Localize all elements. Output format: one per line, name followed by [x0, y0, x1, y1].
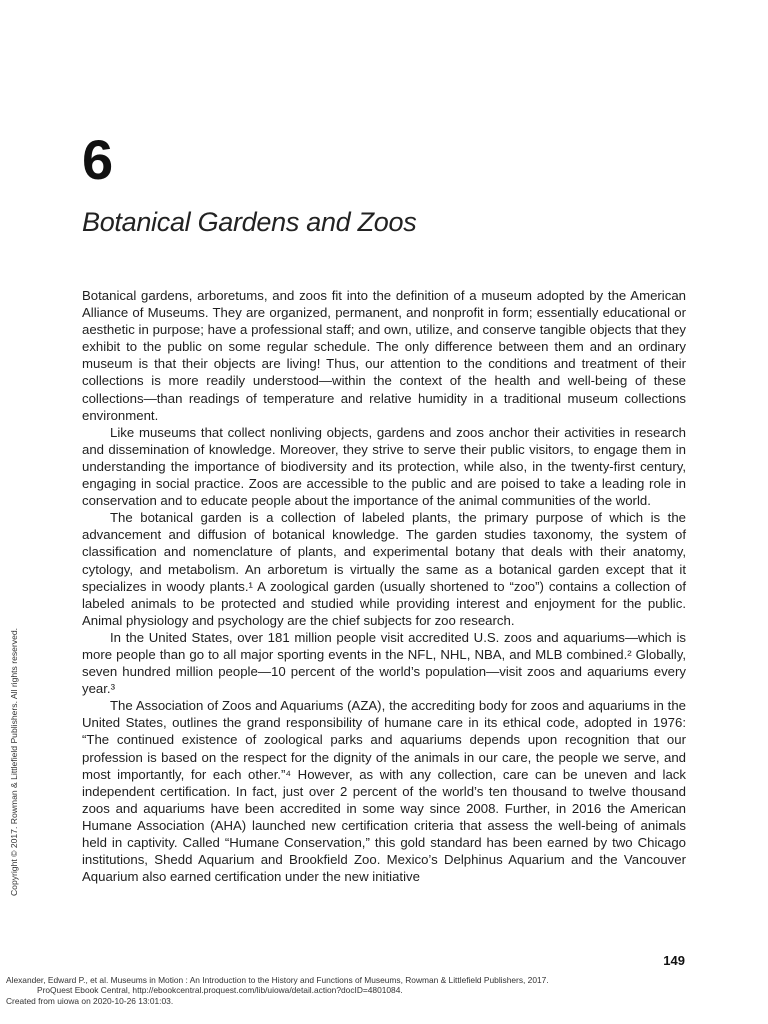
paragraph-1: Botanical gardens, arboretums, and zoos fit into the definition of a museum adopted by the American Alliance of Museums. They are organized, permanent, and nonprofit in form; essentially educational or aesthetic in purpose; have a professional staff; and own, utilize, and conserve tangible objects that they exhibit to the public on some regular schedule. The only difference between them and an ordinary museum is that their objects are living! Thus, our attention to the conditions and treatment of their collections is more readily understood—within the context of the health and well-being of these collections—than readings of temperature and relative humidity in a traditional museum collections environment. [82, 288, 686, 423]
paragraph-2: Like museums that collect nonliving objects, gardens and zoos anchor their activities in research and dissemination of knowledge. Moreover, they strive to serve their public visitors, to engage them in understanding the importance of biodiversity and its protection, while also, in the twenty-first century, engaging in social practice. Zoos are accessible to the public and are poised to take a leading role in conservation and to educate people about the importance of the animal communities of the world. [82, 424, 686, 509]
page-number: 149 [663, 953, 685, 968]
footer-source-link[interactable]: ProQuest Ebook Central, http://ebookcentral.proquest.com/lib/uiowa/detail.action?docID=4801084. [37, 985, 403, 996]
footer-created: Created from uiowa on 2020-10-26 13:01:03. [6, 995, 174, 1006]
body-text [82, 287, 686, 885]
paragraph-5: The Association of Zoos and Aquariums (AZA), the accrediting body for zoos and aquariums in the United States, outlines the grand responsibility of humane care in its ethical code, adopted in 1976: “The continued existence of zoological parks and aquariums depends upon recognition that our profession is based on the respect for the dignity of the animals in our care, the people we serve, and most importantly, for each other.”⁴ However, as with any collection, care can be uneven and lack independent certification. In fact, just over 2 percent of the world’s ten thousand to twelve thousand zoos and aquariums have been accredited in some way since 2008. Further, in 2016 the American Humane Association (AHA) launched new certification criteria that assess the well-being of animals held in captivity. Called “Humane Conservation,” this gold standard has been earned by two Chicago institutions, Shedd Aquarium and Brookfield Zoo. Mexico’s Delphinus Aquarium and the Vancouver Aquarium also earned certification under the new initiative [82, 698, 686, 885]
paragraph-3: The botanical garden is a collection of labeled plants, the primary purpose of which is the advancement and diffusion of botanical knowledge. The garden studies taxonomy, the system of classification and nomenclature of plants, and experimental botany that deals with their anatomy, cytology, and metabolism. An arboretum is virtually the same as a botanical garden except that it specializes in woody plants.¹ A zoological garden (usually shortened to “zoo”) contains a collection of labeled animals to be protected and studied while providing interest and enjoyment for the public. Animal physiology and psychology are the chief subjects for zoo research. [82, 510, 686, 628]
paragraph-4: In the United States, over 181 million people visit accredited U.S. zoos and aquariums—which is more people than go to all major sporting events in the NFL, NHL, NBA, and MLB combined.² Globally, seven hundred million people—10 percent of the world’s population—visit zoos and aquariums every year.³ [82, 629, 686, 697]
footer [6, 975, 549, 1006]
chapter-title: Botanical Gardens and Zoos [82, 207, 417, 237]
footer-citation: Alexander, Edward P., et al. Museums in Motion : An Introduction to the History and Functions of Museums, Rowman & Littlefield Publishers, 2017. [6, 975, 549, 985]
chapter-number: 6 [82, 128, 114, 191]
side-copyright-notice: Copyright © 2017. Rowman & Littlefield Publishers. All rights reserved. [9, 627, 19, 897]
